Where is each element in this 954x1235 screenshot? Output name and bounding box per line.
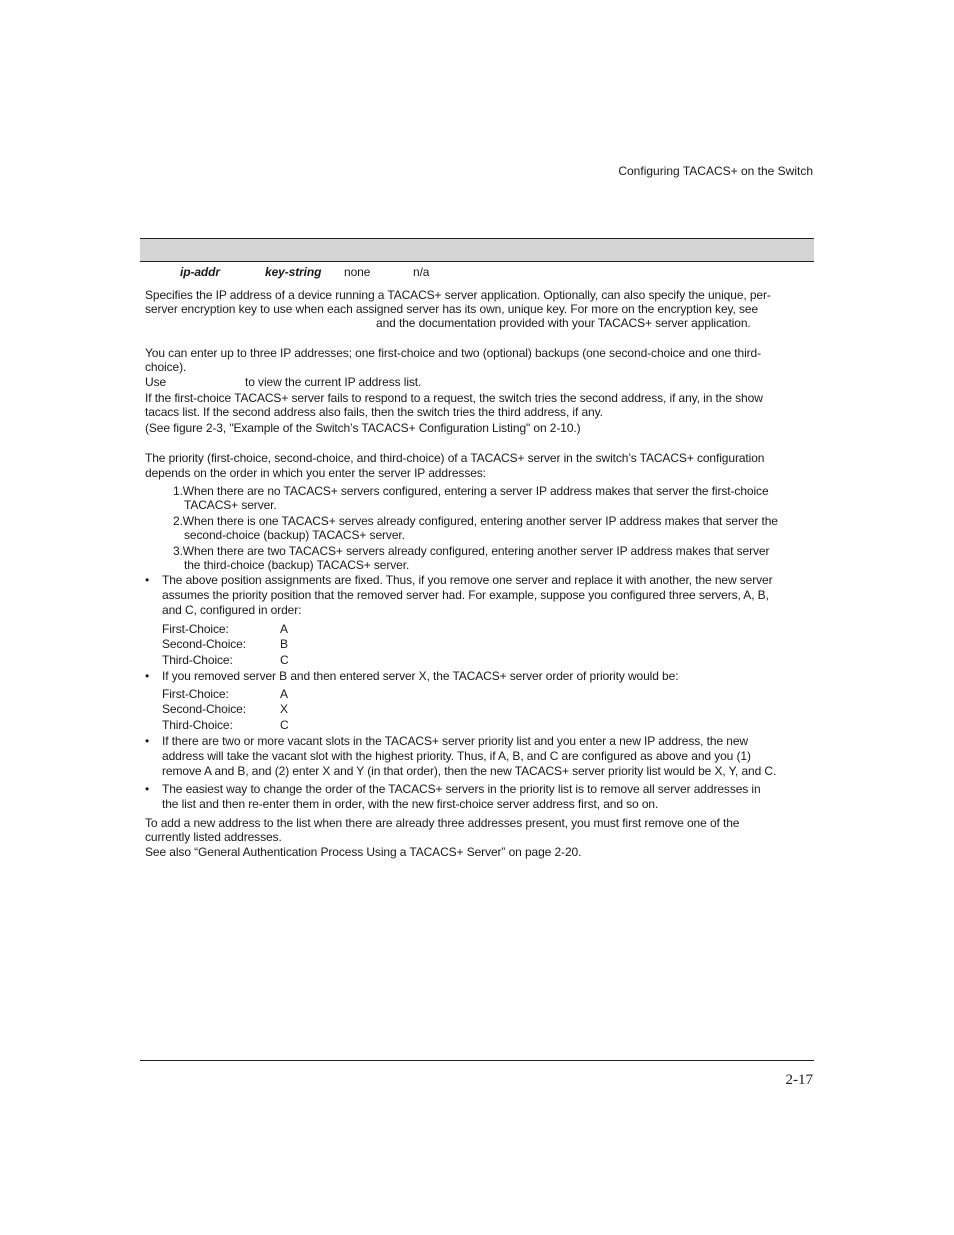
bullet-1-line-1: The above position assignments are fixed. Thus, if you remove one server and replace it with another, the new server [162,573,773,587]
numbered-item-3-cont: the third-choice (backup) TACACS+ server. [184,558,410,572]
bullet-1-icon: • [145,573,150,587]
numbered-item-2-cont: second-choice (backup) TACACS+ server. [184,528,405,542]
p2-line-2: tacacs list. If the second address also fails, then the switch tries the third address, if any. [145,405,603,419]
footer-rule [140,1060,814,1061]
bullet-2-text: If you removed server B and then entered server X, the TACACS+ server order of priority would be: [162,669,679,683]
bullet-4-line-1: The easiest way to change the order of the TACACS+ servers in the priority list is to remove all server addresses in [162,782,761,796]
bullet-4-icon: • [145,782,150,796]
default-value: none [344,265,371,279]
running-header: Configuring TACACS+ on the Switch [618,164,813,178]
bullet-3-line-1: If there are two or more vacant slots in the TACACS+ server priority list and you enter a new IP address, the new [162,734,748,748]
use-suffix: to view the current IP address list. [245,375,422,389]
page-number: 2-17 [785,1072,813,1088]
list2-value-third: C [280,718,289,732]
list2-label-first: First-Choice: [162,687,229,701]
numbered-item-3: 3.When there are two TACACS+ servers already configured, entering another server IP address makes that server [173,544,770,558]
bullet-1-line-3: and C, configured in order: [162,603,302,617]
p3-line-2: depends on the order in which you enter the server IP addresses: [145,466,486,480]
desc-line-1: Specifies the IP address of a device running a TACACS+ server application. Optionally, can also specify the unique, per- [145,288,771,302]
list1-label-second: Second-Choice: [162,637,246,651]
p4-line-1: To add a new address to the list when there are already three addresses present, you must first remove one of the [145,816,740,830]
bullet-3-icon: • [145,734,150,748]
bullet-1-line-2: assumes the priority position that the removed server had. For example, suppose you configured three servers, A, B, [162,588,769,602]
p1-line-1: You can enter up to three IP addresses; one first-choice and two (optional) backups (one second-choice and one third- [145,346,762,360]
bullet-2-icon: • [145,669,150,683]
see-also-reference: See also “General Authentication Process Using a TACACS+ Server” on page 2-20. [145,845,582,859]
list2-label-third: Third-Choice: [162,718,233,732]
numbered-item-1-cont: TACACS+ server. [184,498,277,512]
use-prefix: Use [145,375,167,389]
p1-line-2: choice). [145,360,187,374]
bullet-3-line-3: remove A and B, and (2) enter X and Y (in that order), then the new TACACS+ server priority list would be X, Y, and C. [162,764,777,778]
param-ip-addr: ip-addr [180,265,220,279]
bullet-3-line-2: address will take the vacant slot with the highest priority. Thus, if A, B, and C are configured as above and you (1) [162,749,751,763]
range-value: n/a [413,265,430,279]
param-key-string: key-string [265,265,322,279]
list1-label-first: First-Choice: [162,622,229,636]
table-header-bar [140,238,814,262]
p3-line-1: The priority (first-choice, second-choice, and third-choice) of a TACACS+ server in the switch’s TACACS+ configuration [145,451,765,465]
list1-value-third: C [280,653,289,667]
list2-value-first: A [280,687,288,701]
see-figure-reference: (See figure 2-3, "Example of the Switch’s TACACS+ Configuration Listing" on 2-10.) [145,421,581,435]
numbered-item-2: 2.When there is one TACACS+ serves already configured, entering another server IP address makes that server the [173,514,778,528]
list2-label-second: Second-Choice: [162,702,246,716]
p2-line-1: If the first-choice TACACS+ server fails to respond to a request, the switch tries the second address, if any, in the show [145,391,763,405]
list1-label-third: Third-Choice: [162,653,233,667]
p4-line-2: currently listed addresses. [145,830,282,844]
desc-line-3: and the documentation provided with your TACACS+ server application. [376,316,751,330]
desc-line-2: server encryption key to use when each assigned server has its own, unique key. For more on the encryption key, see [145,302,759,316]
list2-value-second: X [280,702,288,716]
bullet-4-line-2: the list and then re-enter them in order, with the new first-choice server address first, and so on. [162,797,659,811]
list1-value-first: A [280,622,288,636]
list1-value-second: B [280,637,288,651]
numbered-item-1: 1.When there are no TACACS+ servers configured, entering a server IP address makes that server the first-choice [173,484,769,498]
